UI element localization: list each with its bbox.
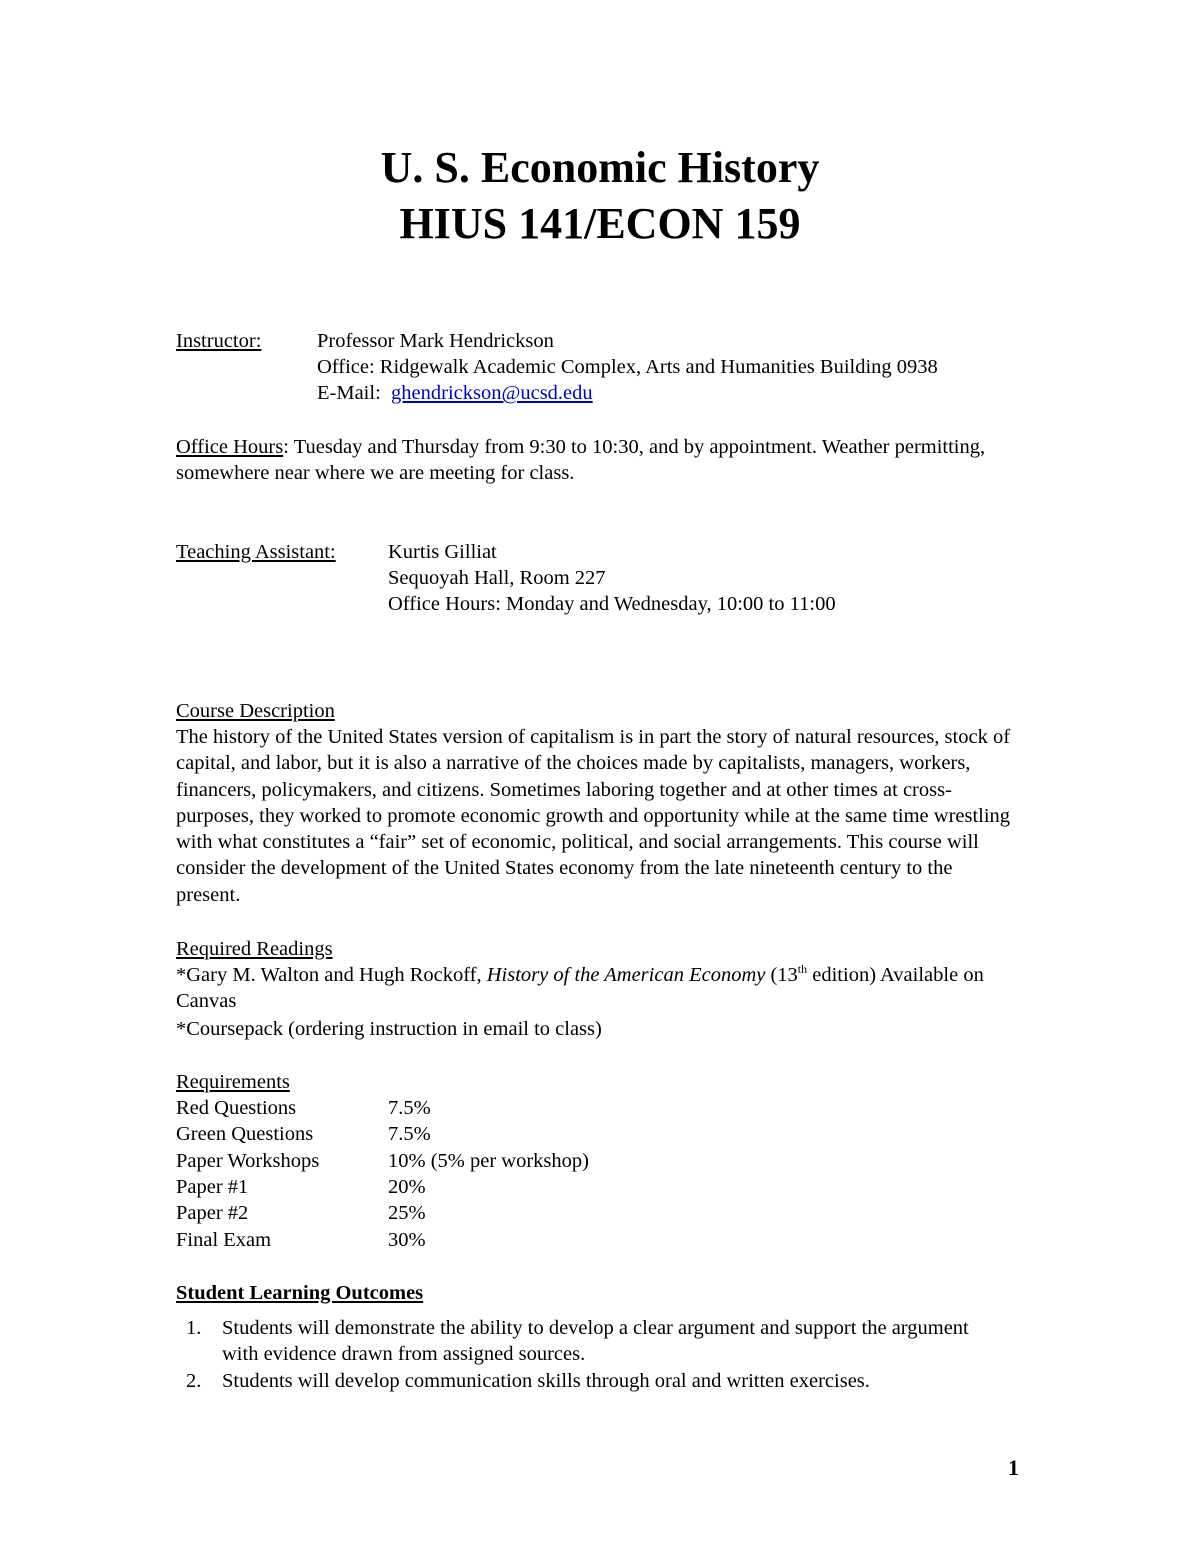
instructor-label: Instructor:	[176, 330, 262, 352]
requirements-heading: Requirements	[176, 1071, 290, 1093]
requirement-name: Red Questions	[176, 1097, 297, 1119]
instructor-label-row	[176, 328, 261, 354]
ta-name: Kurtis Gilliat	[388, 541, 497, 563]
course-code: HIUS 141/ECON 159	[399, 199, 801, 248]
page-number: 1	[1008, 1455, 1019, 1480]
outcomes-list	[176, 1315, 996, 1394]
ta-label: Teaching Assistant:	[176, 541, 336, 563]
requirement-weight: 30%	[388, 1229, 426, 1251]
ta-label-row	[176, 539, 336, 565]
textbook-title: History of the American Economy	[486, 964, 766, 986]
office-hours-paragraph	[176, 434, 1016, 487]
list-number: 1.	[186, 1317, 202, 1339]
readings-heading: Required Readings	[176, 938, 333, 960]
requirement-weight: 25%	[388, 1202, 426, 1224]
ta-hours: Office Hours: Monday and Wednesday, 10:00 to 11:00	[388, 593, 836, 615]
requirement-weight: 7.5%	[388, 1123, 431, 1145]
list-item	[176, 1368, 996, 1394]
list-text: Students will demonstrate the ability to develop a clear argument and support the argument with evidence drawn from assigned sources.	[222, 1317, 969, 1366]
instructor-email-row	[317, 380, 593, 406]
outcomes-heading: Student Learning Outcomes	[176, 1282, 424, 1304]
requirement-weight: 20%	[388, 1176, 426, 1198]
reading-item-textbook: *Gary M. Walton and Hugh Rockoff, History of the American Economy (13th edition) Available on Canvas	[176, 962, 984, 1013]
office-hours-text: : Tuesday and Thursday from 9:30 to 10:30, and by appointment. Weather permitting, somewhere near where we are meeting for class.	[176, 436, 986, 485]
requirement-name: Paper #2	[176, 1202, 249, 1224]
course-description-heading: Course Description	[176, 700, 335, 722]
requirement-name: Green Questions	[176, 1123, 314, 1145]
list-item	[176, 1315, 996, 1368]
course-description-text: The history of the United States version of capitalism is in part the story of natural resources, stock of capital, and labor, but it is also a narrative of the choices made by capitalists, managers, workers, financers, policymakers, and citizens. Sometimes laboring together and at other times at cross-purposes, they worked to promote economic growth and opportunity while at the same time wrestling with what constitutes a “fair” set of economic, political, and social arrangements. This course will consider the development of the United States economy from the late nineteenth century to the present.	[176, 726, 1011, 906]
email-label: E-Mail:	[317, 382, 381, 404]
title-block	[0, 140, 1200, 252]
ta-room: Sequoyah Hall, Room 227	[388, 567, 606, 589]
requirement-name: Final Exam	[176, 1229, 272, 1251]
requirement-name: Paper Workshops	[176, 1150, 320, 1172]
office-hours-label: Office Hours	[176, 436, 284, 458]
reading-item-coursepack: *Coursepack (ordering instruction in email to class)	[176, 1018, 602, 1040]
instructor-name: Professor Mark Hendrickson	[317, 330, 554, 352]
list-number: 2.	[186, 1369, 202, 1392]
requirement-name: Paper #1	[176, 1176, 249, 1198]
email-link[interactable]: ghendrickson@ucsd.edu	[391, 382, 593, 404]
requirement-weight: 10% (5% per workshop)	[388, 1150, 589, 1172]
instructor-office: Office: Ridgewalk Academic Complex, Arts and Humanities Building 0938	[317, 356, 938, 378]
requirement-weight: 7.5%	[388, 1097, 431, 1119]
list-text: Students will develop communication skills through oral and written exercises.	[222, 1369, 870, 1392]
course-title: U. S. Economic History	[380, 143, 820, 192]
